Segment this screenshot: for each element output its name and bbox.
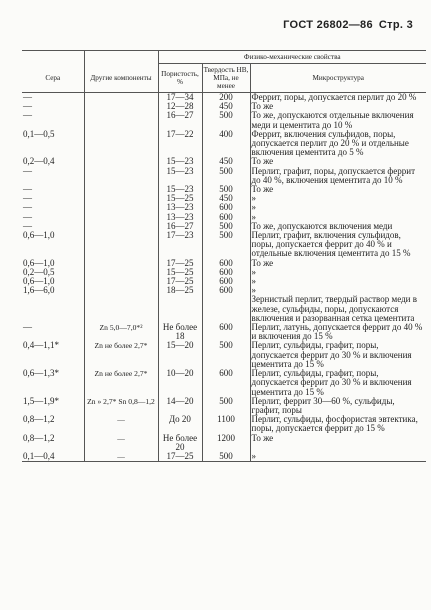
sera-cell: 0,6—1,0	[23, 276, 55, 287]
microstructure-cell: Перлит, латунь, допускается феррит до 40 % и включения до 15 %	[250, 323, 426, 341]
microstructure-cell: То же	[250, 434, 426, 452]
hardness-cell: 500	[202, 222, 250, 231]
porosity-cell: 16—27	[158, 222, 202, 231]
hardness-cell: 600	[202, 213, 250, 222]
properties-table	[22, 50, 426, 462]
microstructure-cell: Перлит, сульфиды, графит, поры, допускается феррит до 30 % и включения цементита до 15 %	[250, 369, 426, 397]
table-row	[22, 323, 426, 341]
table-row	[22, 295, 426, 323]
microstructure-cell: »	[250, 268, 426, 277]
table-row	[22, 434, 426, 452]
porosity-cell: 15—20	[158, 341, 202, 369]
microstructure-cell: Перлит, графит, поры, допускается феррит до 40 %, включения цементита до 10 %	[250, 167, 426, 185]
other-components-cell	[84, 111, 158, 129]
table-row	[22, 452, 426, 462]
porosity-cell: 15—23	[158, 157, 202, 166]
hardness-cell: 500	[202, 185, 250, 194]
porosity-cell: 17—23	[158, 231, 202, 259]
other-components-cell	[84, 93, 158, 103]
hardness-cell: 1100	[202, 415, 250, 433]
other-components-cell: —	[84, 452, 158, 462]
hardness-cell	[202, 295, 250, 323]
other-components-cell	[84, 277, 158, 286]
hardness-cell: 600	[202, 203, 250, 212]
table-row	[22, 341, 426, 369]
porosity-cell: 16—27	[158, 111, 202, 129]
hardness-cell: 450	[202, 194, 250, 203]
group-header: Физико-механические свойства	[158, 51, 426, 64]
other-components-cell	[84, 213, 158, 222]
hardness-cell: 500	[202, 397, 250, 415]
microstructure-cell: То же	[250, 157, 426, 166]
sera-cell: —	[23, 211, 32, 222]
sera-cell: —	[23, 220, 32, 231]
hardness-cell: 500	[202, 111, 250, 129]
porosity-cell: Не более 20	[158, 434, 202, 452]
microstructure-cell: Перлит, сульфиды, графит, поры, допускается феррит до 30 % и включения цементита до 15 %	[250, 341, 426, 369]
porosity-cell: До 20	[158, 415, 202, 433]
porosity-cell: 17—25	[158, 452, 202, 462]
microstructure-cell: То же	[250, 102, 426, 111]
other-components-cell	[84, 222, 158, 231]
hardness-cell: 500	[202, 231, 250, 259]
porosity-cell: 12—28	[158, 102, 202, 111]
hardness-cell: 200	[202, 93, 250, 103]
other-components-cell	[84, 102, 158, 111]
table-body	[22, 93, 426, 462]
microstructure-cell: Зернистый перлит, твердый раствор меди в железе, сульфиды, поры, допускаются включения и разорванная сетка цементита	[250, 295, 426, 323]
col-header-hardness: Твердость НВ, МПа, не менее	[202, 64, 250, 93]
col-header-sera: Сера	[22, 64, 84, 93]
table-row	[22, 167, 426, 185]
page-number: Стр. 3	[378, 19, 413, 31]
hardness-cell: 600	[202, 259, 250, 268]
sera-cell: 0,8—1,2	[23, 414, 55, 425]
col-header-porosity: Пористость, %	[158, 64, 202, 93]
other-components-cell	[84, 259, 158, 268]
hardness-cell: 500	[202, 167, 250, 185]
hardness-cell: 600	[202, 323, 250, 341]
sera-cell: —	[23, 184, 32, 195]
other-components-cell: Zn » 2,7* Sn 0,8—1,2	[84, 397, 158, 415]
porosity-cell: 18—25	[158, 286, 202, 295]
hardness-cell: 450	[202, 157, 250, 166]
microstructure-cell: То же	[250, 185, 426, 194]
sera-cell: —	[23, 110, 32, 121]
hardness-cell: 600	[202, 369, 250, 397]
col-header-other: Другие компоненты	[84, 64, 158, 93]
table-row	[22, 231, 426, 259]
hardness-cell: 400	[202, 130, 250, 158]
microstructure-cell: Перлит, сульфиды, фосфористая эвтектика, поры, допускается феррит до 15 %	[250, 415, 426, 433]
porosity-cell: Не более 18	[158, 323, 202, 341]
hardness-cell: 600	[202, 277, 250, 286]
porosity-cell: 14—20	[158, 397, 202, 415]
table-row	[22, 130, 426, 158]
porosity-cell: 17—22	[158, 130, 202, 158]
sera-cell: 1,6—6,0	[23, 285, 55, 296]
other-components-cell	[84, 185, 158, 194]
other-components-cell	[84, 130, 158, 158]
microstructure-cell: То же	[250, 259, 426, 268]
other-components-cell	[84, 295, 158, 323]
table-row	[22, 369, 426, 397]
porosity-cell: 13—23	[158, 213, 202, 222]
porosity-cell: 17—34	[158, 93, 202, 103]
other-components-cell	[84, 286, 158, 295]
microstructure-cell: »	[250, 286, 426, 295]
porosity-cell: 15—23	[158, 167, 202, 185]
microstructure-cell: Перлит, графит, включения сульфидов, поры, допускается феррит до 40 % и отдельные включения цементита до 15 %	[250, 231, 426, 259]
sera-cell: 0,4—1,1*	[23, 340, 59, 351]
other-components-cell: Zn 5,0—7,0*²	[84, 323, 158, 341]
page-header	[283, 19, 413, 31]
sera-cell: —	[23, 165, 32, 176]
hardness-cell: 450	[202, 102, 250, 111]
porosity-cell: 17—25	[158, 277, 202, 286]
microstructure-cell: Перлит, феррит 30—60 %, сульфиды, графит, поры	[250, 397, 426, 415]
sera-cell: 1,5—1,9*	[23, 395, 59, 406]
sera-cell: —	[23, 322, 32, 333]
sera-cell: —	[23, 193, 32, 204]
other-components-cell	[84, 231, 158, 259]
sera-cell: 0,6—1,0	[23, 257, 55, 268]
porosity-cell: 13—23	[158, 203, 202, 212]
porosity-cell: 17—25	[158, 259, 202, 268]
other-components-cell: Zn не более 2,7*	[84, 341, 158, 369]
sera-cell: 0,1—0,5	[23, 128, 55, 139]
microstructure-cell: »	[250, 277, 426, 286]
sera-cell: 0,2—0,4	[23, 156, 55, 167]
table-row	[22, 111, 426, 129]
other-components-cell	[84, 157, 158, 166]
porosity-cell	[158, 295, 202, 323]
microstructure-cell: Феррит, включения сульфидов, поры, допускается перлит до 20 % и отдельные включения цементита до 5 %	[250, 130, 426, 158]
standard-title: ГОСТ 26802—86	[283, 19, 373, 31]
sera-cell	[22, 295, 84, 323]
other-components-cell: Zn не более 2,7*	[84, 369, 158, 397]
microstructure-cell: »	[250, 203, 426, 212]
other-components-cell: —	[84, 434, 158, 452]
porosity-cell: 15—25	[158, 268, 202, 277]
sera-cell: 0,2—0,5	[23, 266, 55, 277]
sera-cell: 0,8—1,2	[23, 432, 55, 443]
table-row	[22, 415, 426, 433]
table-row	[22, 397, 426, 415]
sera-cell: 0,1—0,4	[22, 452, 84, 462]
porosity-cell: 15—23	[158, 185, 202, 194]
sera-cell: 0,6—1,0	[23, 230, 55, 241]
other-components-cell	[84, 203, 158, 212]
sera-cell: —	[23, 92, 32, 102]
hardness-cell: 500	[202, 341, 250, 369]
sera-cell: 0,6—1,3*	[23, 368, 59, 379]
microstructure-cell: Феррит, поры, допускается перлит до 20 %	[250, 93, 426, 103]
microstructure-cell: »	[250, 194, 426, 203]
other-components-cell	[84, 194, 158, 203]
microstructure-cell: То же, допускаются включения меди	[250, 222, 426, 231]
sera-cell: —	[23, 101, 32, 112]
hardness-cell: 500	[202, 452, 250, 462]
hardness-cell: 600	[202, 286, 250, 295]
other-components-cell: —	[84, 415, 158, 433]
other-components-cell	[84, 167, 158, 185]
hardness-cell: 600	[202, 268, 250, 277]
microstructure-cell: »	[250, 213, 426, 222]
hardness-cell: 1200	[202, 434, 250, 452]
microstructure-cell: »	[250, 452, 426, 462]
sera-cell: —	[23, 202, 32, 213]
porosity-cell: 15—25	[158, 194, 202, 203]
other-components-cell	[84, 268, 158, 277]
porosity-cell: 10—20	[158, 369, 202, 397]
microstructure-cell: То же, допускаются отдельные включения меди и цементита до 10 %	[250, 111, 426, 129]
col-header-microstructure: Микроструктура	[250, 64, 426, 93]
